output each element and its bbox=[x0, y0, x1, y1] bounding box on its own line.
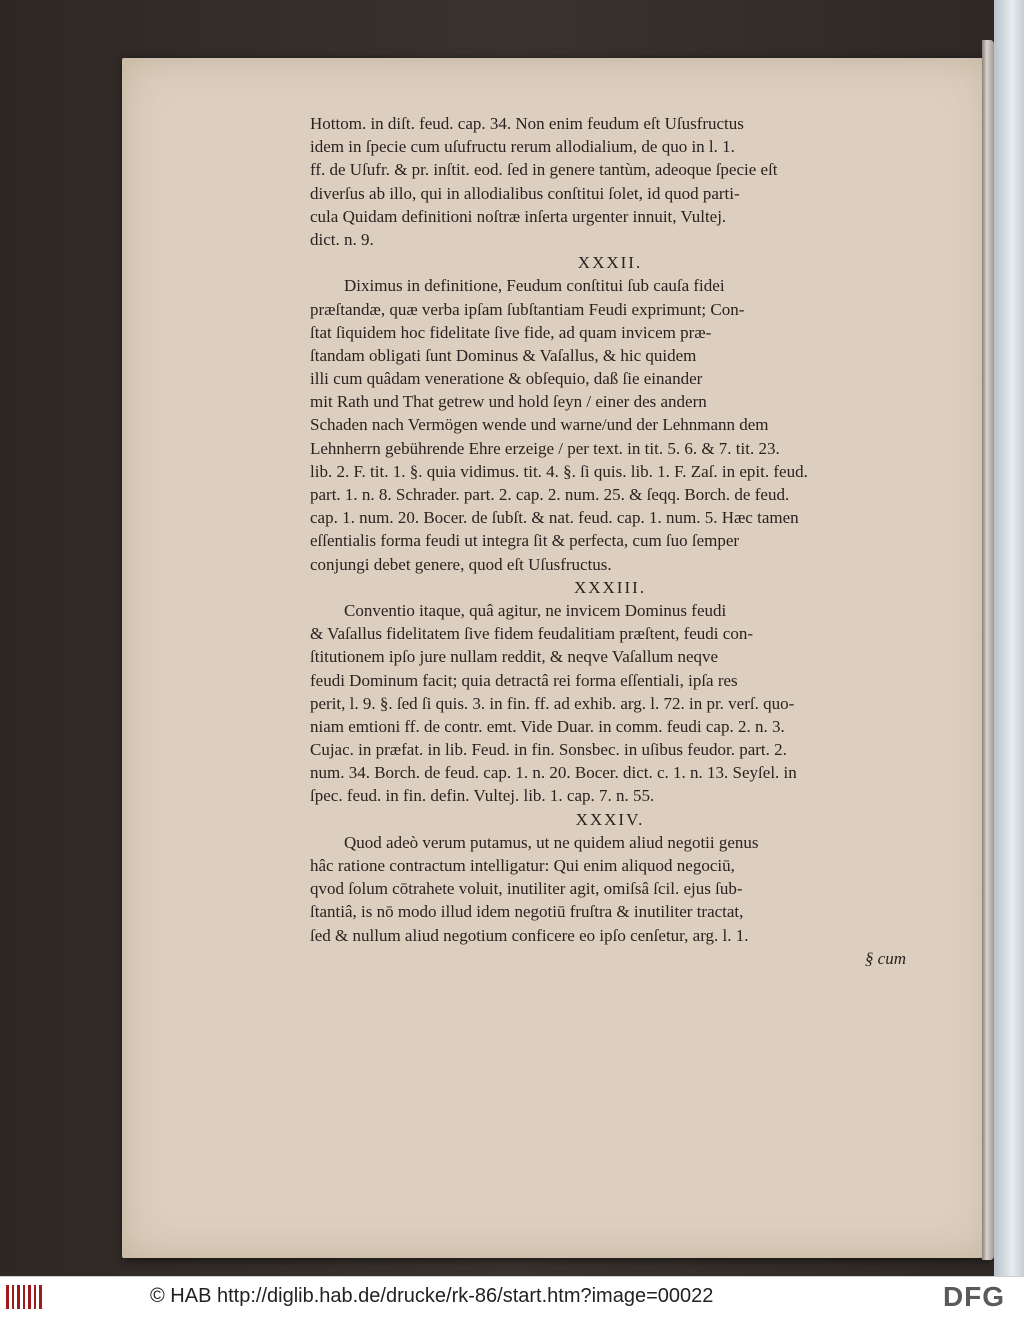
text-line: idem in ſpecie cum uſufructu rerum allodialium, de quo in l. 1. bbox=[310, 137, 735, 157]
text-line: ſtitutionem ipſo jure nullam reddit, & neqve Vaſallum neqve bbox=[310, 647, 719, 667]
text-line: num. 34. Borch. de feud. cap. 1. n. 20. Bocer. dict. c. 1. n. 13. Seyſel. in bbox=[310, 763, 797, 783]
text-line: dict. n. 9. bbox=[310, 229, 374, 249]
page-text bbox=[310, 112, 910, 970]
text-line: Conventio itaque, quâ agitur, ne invicem Dominus feudi bbox=[344, 600, 727, 620]
section-heading: XXXII. bbox=[577, 253, 643, 273]
text-line: ff. de Uſufr. & pr. inſtit. eod. ſed in genere tantùm, adeoque ſpecie eſt bbox=[310, 160, 778, 180]
text-line: ſpec. feud. in fin. defin. Vultej. lib. 1. cap. 7. n. 55. bbox=[310, 786, 655, 806]
text-line: ſtantiâ, is nō modo illud idem negotiū fruſtra & inutiliter tractat, bbox=[310, 902, 744, 922]
text-line: Diximus in definitione, Feudum conſtitui ſub cauſa fidei bbox=[344, 276, 725, 296]
text-line: conjungi debet genere, quod eſt Uſusfructus. bbox=[310, 554, 612, 574]
text-line: niam emtioni ff. de contr. emt. Vide Duar. in comm. feudi cap. 2. n. 3. bbox=[310, 716, 785, 736]
text-line: cula Quidam definitioni noſtræ inſerta urgenter innuit, Vultej. bbox=[310, 206, 727, 226]
text-line: Cujac. in præfat. in lib. Feud. in fin. Sonsbec. in uſibus feudor. part. 2. bbox=[310, 740, 787, 760]
text-line: ſed & nullum aliud negotium conficere eo ipſo cenſetur, arg. l. 1. bbox=[310, 925, 749, 945]
text-line: feudi Dominum facit; quia detractâ rei forma eſſentiali, ipſa res bbox=[310, 670, 738, 690]
page-edge bbox=[982, 40, 994, 1260]
footer-bar bbox=[0, 1276, 1024, 1317]
text-line: mit Rath und That getrew und hold ſeyn / einer des andern bbox=[310, 392, 707, 412]
text-line: præſtandæ, quæ verba ipſam ſubſtantiam Feudi exprimunt; Con- bbox=[310, 299, 745, 319]
text-line: hâc ratione contractum intelligatur: Qui enim aliquod negociū, bbox=[310, 856, 735, 875]
section-heading: XXXIII. bbox=[573, 577, 647, 597]
text-line: Schaden nach Vermögen wende und warne/und der Lehnmann dem bbox=[310, 415, 769, 435]
right-strip bbox=[994, 0, 1024, 1276]
hab-logo-icon bbox=[6, 1283, 42, 1311]
text-line: Hottom. in diſt. feud. cap. 34. Non enim feudum eſt Uſusfructus bbox=[310, 114, 744, 133]
footer-credit-link[interactable]: © HAB http://diglib.hab.de/drucke/rk-86/start.htm?image=00022 bbox=[150, 1285, 714, 1307]
text-line: Quod adeò verum putamus, ut ne quidem aliud negotii genus bbox=[344, 832, 759, 852]
text-line: illi cum quâdam veneratione & obſequio, daß ſie einander bbox=[310, 369, 703, 389]
text-line: ſtandam obligati ſunt Dominus & Vaſallus, & hic quidem bbox=[310, 345, 697, 365]
text-line: & Vaſallus fidelitatem ſive fidem feudalitiam præſtent, feudi con- bbox=[310, 624, 753, 644]
text-line: ſtat ſiquidem hoc fidelitate ſive fide, ad quam invicem præ- bbox=[310, 322, 712, 342]
section-heading: XXXIV. bbox=[575, 809, 645, 829]
text-line: qvod ſolum cōtrahete voluit, inutiliter agit, omiſsâ ſcil. ejus ſub- bbox=[310, 879, 743, 899]
text-line: cap. 1. num. 20. Bocer. de ſubſt. & nat. feud. cap. 1. num. 5. Hæc tamen bbox=[310, 508, 799, 528]
text-line: lib. 2. F. tit. 1. §. quia vidimus. tit. 4. §. ſi quis. lib. 1. F. Zaſ. in epit. feud. bbox=[310, 461, 808, 481]
dfg-logo-icon: DFG bbox=[942, 1281, 1006, 1312]
text-line: perit, l. 9. §. ſed ſi quis. 3. in fin. ff. ad exhib. arg. l. 72. in pr. verſ. quo- bbox=[310, 693, 795, 713]
text-line: diverſus ab illo, qui in allodialibus conſtitui ſolet, id quod parti- bbox=[310, 183, 740, 203]
catchword: § cum bbox=[864, 948, 906, 968]
text-line: Lehnherrn gebührende Ehre erzeige / per text. in tit. 5. 6. & 7. tit. 23. bbox=[310, 438, 780, 458]
text-line: eſſentialis forma feudi ut integra ſit & perfecta, cum ſuo ſemper bbox=[310, 531, 740, 551]
text-line: part. 1. n. 8. Schrader. part. 2. cap. 2. num. 25. & ſeqq. Borch. de feud. bbox=[310, 485, 790, 504]
